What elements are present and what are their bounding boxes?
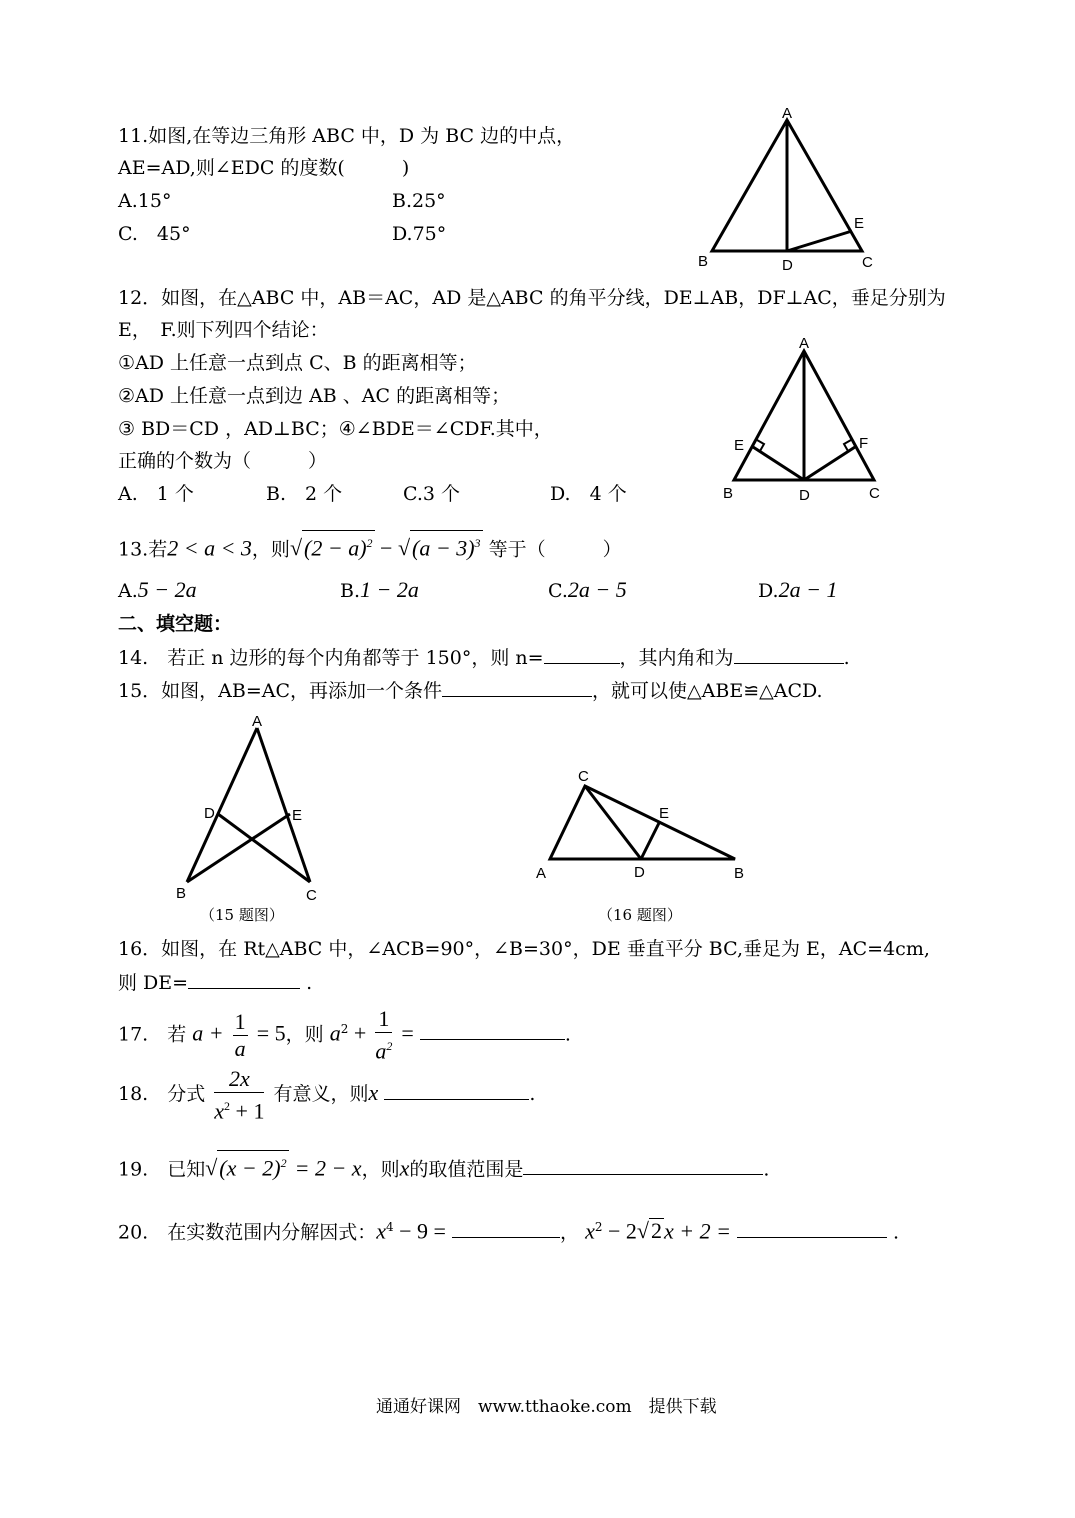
- q15-label-d: D: [204, 805, 215, 822]
- footer-credit: 通通好课网 www.tthaoke.com 提供下载: [376, 1397, 717, 1417]
- q12-option-a: A. 1 个: [118, 483, 194, 505]
- q20-blank2[interactable]: [737, 1219, 887, 1238]
- q12-statement2: ②AD 上任意一点到边 AB 、AC 的距离相等；: [118, 385, 511, 407]
- q11-option-a: A.15°: [118, 190, 172, 212]
- q15-label-e: E: [292, 807, 303, 824]
- q13-line: 13.若2 < a < 3，则$√(2 - a)^2 - √(a - 3)^3$ 等于（ ）: [118, 530, 622, 561]
- q13-option-c: C.2a − 5: [548, 577, 627, 602]
- q11-figure: [690, 100, 900, 275]
- section-heading: 二、填空题：: [118, 613, 233, 635]
- q15-line: 15．如图，AB=AC，再添加一个条件 ，就可以使△ABE≌△ACD.: [118, 680, 823, 702]
- q11-line2: AE=AD,则∠EDC 的度数( ): [118, 157, 410, 179]
- q12-option-c: C.3 个: [403, 483, 461, 505]
- q11-label-d: D: [782, 257, 793, 274]
- q15-caption: （15 题图）: [200, 906, 284, 924]
- q11-option-c: C. 45°: [118, 223, 191, 245]
- q12-line1: 12．如图，在△ABC 中，AB＝AC，AD 是△ABC 的角平分线，DE⊥AB，DF⊥AC，垂足分别为: [118, 287, 946, 309]
- q17-line: 17. 若 a + $\frac{1}{a}$ = 5，则 $a^2$ + $\frac{1}{a^2}$ = .: [118, 1006, 571, 1064]
- q12-question: 正确的个数为（ ）: [118, 450, 328, 472]
- q16-label-a: A: [536, 865, 547, 882]
- q11-label-a: A: [782, 105, 793, 122]
- q13-option-d: D.2a − 1: [758, 577, 838, 602]
- q15-blank[interactable]: [442, 678, 592, 697]
- q12-label-a: A: [799, 335, 810, 352]
- q16-caption: （16 题图）: [598, 906, 682, 924]
- q14-line: 14. 若正 n 边形的每个内角都等于 150°，则 n= ，其内角和为 .: [118, 647, 850, 669]
- q16-label-c: C: [578, 768, 589, 785]
- q15-label-b: B: [176, 885, 187, 902]
- q15-label-a: A: [252, 713, 263, 730]
- q17-blank[interactable]: [420, 1021, 565, 1040]
- q15-label-c: C: [306, 887, 317, 904]
- q11-option-b: B.25°: [392, 190, 446, 212]
- q12-statement3: ③ BD＝CD ，AD⊥BC；④∠BDE＝∠CDF.其中，: [118, 418, 553, 440]
- q16-line1: 16．如图，在 Rt△ABC 中，∠ACB=90°，∠B=30°，DE 垂直平分 BC,垂足为 E，AC=4cm,: [118, 938, 930, 960]
- q12-label-b: B: [723, 485, 734, 502]
- q12-label-c: C: [869, 485, 880, 502]
- q12-label-f: F: [859, 435, 869, 452]
- q18-line: 18. 分式 $\frac{2x}{x^2 + 1}$ 有意义，则x .: [118, 1065, 536, 1124]
- q19-line: 19. 已知$√(x - 2)^2 = 2 - x$，则x的取值范围是 .: [118, 1150, 769, 1181]
- q16-label-b: B: [734, 865, 745, 882]
- q20-blank1[interactable]: [452, 1219, 560, 1238]
- q12-figure: [715, 330, 895, 510]
- q13-option-a: A.5 − 2a: [118, 577, 197, 602]
- q11-label-b: B: [698, 253, 709, 270]
- q11-option-d: D.75°: [392, 223, 447, 245]
- q19-blank[interactable]: [523, 1156, 763, 1175]
- q20-line: 20. 在实数范围内分解因式：$x^4 - 9$ = ， $x^2 - 2√2x + 2$ = .: [118, 1218, 900, 1244]
- q12-label-d: D: [799, 487, 810, 504]
- q12-option-d: D. 4 个: [550, 483, 627, 505]
- q12-label-e: E: [734, 437, 745, 454]
- q16-line2: 则 DE= .: [118, 972, 313, 994]
- q14-blank2[interactable]: [734, 645, 844, 664]
- q14-blank1[interactable]: [544, 645, 620, 664]
- q12-line2: E， F.则下列四个结论：: [118, 319, 329, 341]
- q15-figure: [170, 710, 340, 905]
- q16-blank[interactable]: [188, 970, 300, 989]
- q12-statement1: ①AD 上任意一点到点 C、B 的距离相等；: [118, 352, 477, 374]
- q11-line1: 11.如图,在等边三角形 ABC 中，D 为 BC 边的中点，: [118, 125, 576, 147]
- q16-label-d: D: [634, 864, 645, 881]
- q12-option-b: B. 2 个: [266, 483, 343, 505]
- q11-label-c: C: [862, 254, 873, 271]
- q13-option-b: B.1 − 2a: [340, 577, 419, 602]
- q16-label-e: E: [659, 805, 670, 822]
- q16-figure: [530, 760, 760, 890]
- q11-label-e: E: [854, 215, 865, 232]
- q18-blank[interactable]: [384, 1081, 529, 1100]
